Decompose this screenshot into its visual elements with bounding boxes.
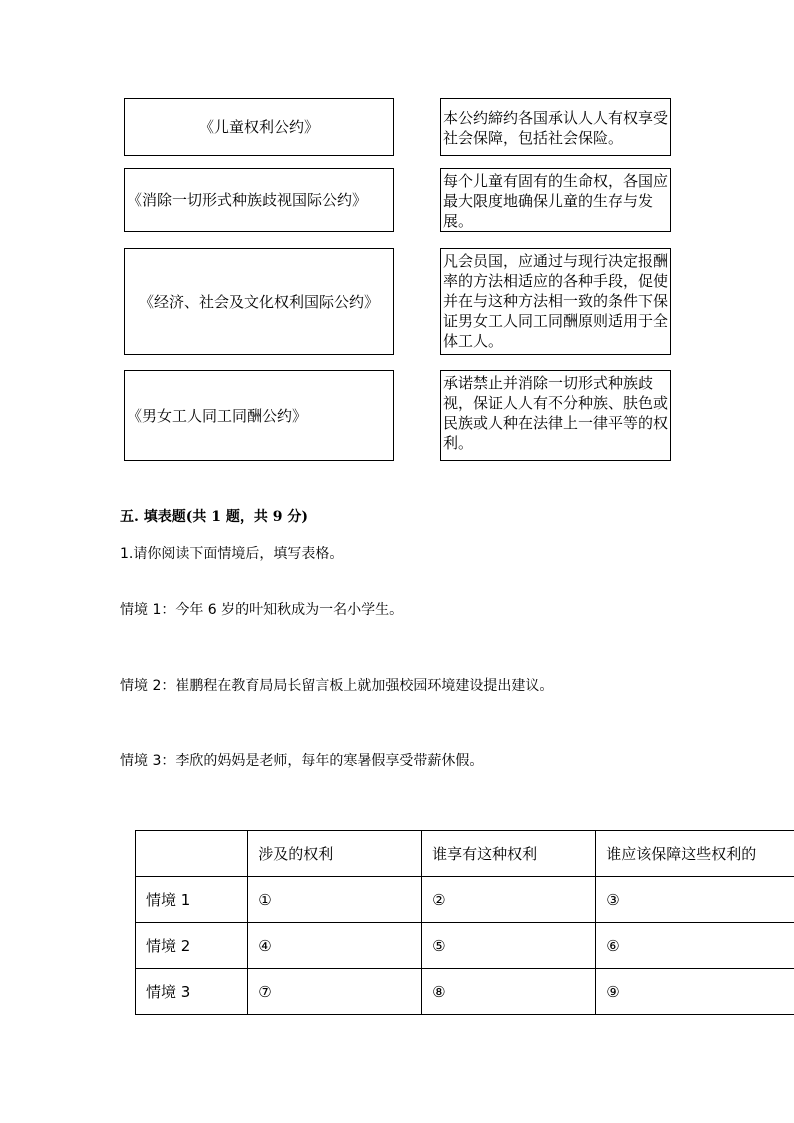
table-cell[interactable]: ② [422,877,596,923]
table-cell: 情境 3 [136,969,248,1015]
table-cell[interactable]: ① [248,877,422,923]
table-header-cell: 谁享有这种权利 [422,831,596,877]
convention-box-equal-pay [124,370,394,461]
fill-in-table [135,830,794,1015]
convention-label: 《男女工人同工同酬公约》 [127,406,308,425]
description-text: 本公约締约各国承认人人有权享受社会保障，包括社会保险。 [443,109,669,147]
table-cell[interactable]: ④ [248,923,422,969]
scenario-1: 情境 1：今年 6 岁的叶知秋成为一名小学生。 [120,602,404,618]
question-text: 1.请你阅读下面情境后，填写表格。 [120,546,344,562]
table-row [136,877,794,923]
table-header-cell: 谁应该保障这些权利的 [596,831,794,877]
description-box-right-to-life [440,168,671,232]
scenario-3: 情境 3：李欣的妈妈是老师，每年的寒暑假享受带薪休假。 [120,753,484,769]
table-header-cell: 涉及的权利 [248,831,422,877]
table-cell: 情境 2 [136,923,248,969]
section-heading: 五. 填表题(共 1 题，共 9 分) [120,509,308,525]
table-cell[interactable]: ③ [596,877,794,923]
table-cell[interactable]: ⑨ [596,969,794,1015]
scenario-2: 情境 2：崔鹏程在教育局局长留言板上就加强校园环境建设提出建议。 [120,678,554,694]
description-box-social-security [440,98,671,156]
convention-box-economic [124,248,394,355]
table-header-row [136,831,794,877]
table-header-cell [136,831,248,877]
table-cell[interactable]: ⑧ [422,969,596,1015]
description-text: 每个儿童有固有的生命权，各国应最大限度地确保儿童的生存与发展。 [443,172,669,230]
table-cell[interactable]: ⑥ [596,923,794,969]
convention-label: 《消除一切形式种族歧视国际公约》 [127,191,368,209]
table-cell[interactable]: ⑤ [422,923,596,969]
description-text: 凡会员国，应通过与现行决定报酬率的方法相适应的各种手段，促使并在与这种方法相一致的条件下保证男女工人同工同酬原则适用于全体工人。 [443,252,669,350]
table-cell: 情境 1 [136,877,248,923]
convention-label: 《经济、社会及文化权利国际公约》 [138,292,379,311]
table-row [136,969,794,1015]
convention-box-racial [124,168,394,232]
table-cell[interactable]: ⑦ [248,969,422,1015]
table-row [136,923,794,969]
description-text: 承诺禁止并消除一切形式种族歧视，保证人人有不分种族、肤色或民族或人种在法律上一律平等的权利。 [443,374,669,452]
description-box-equal-remuneration [440,248,671,355]
convention-box-children [124,98,394,156]
convention-label: 《儿童权利公约》 [198,118,319,136]
description-box-racial-equality [440,370,671,461]
